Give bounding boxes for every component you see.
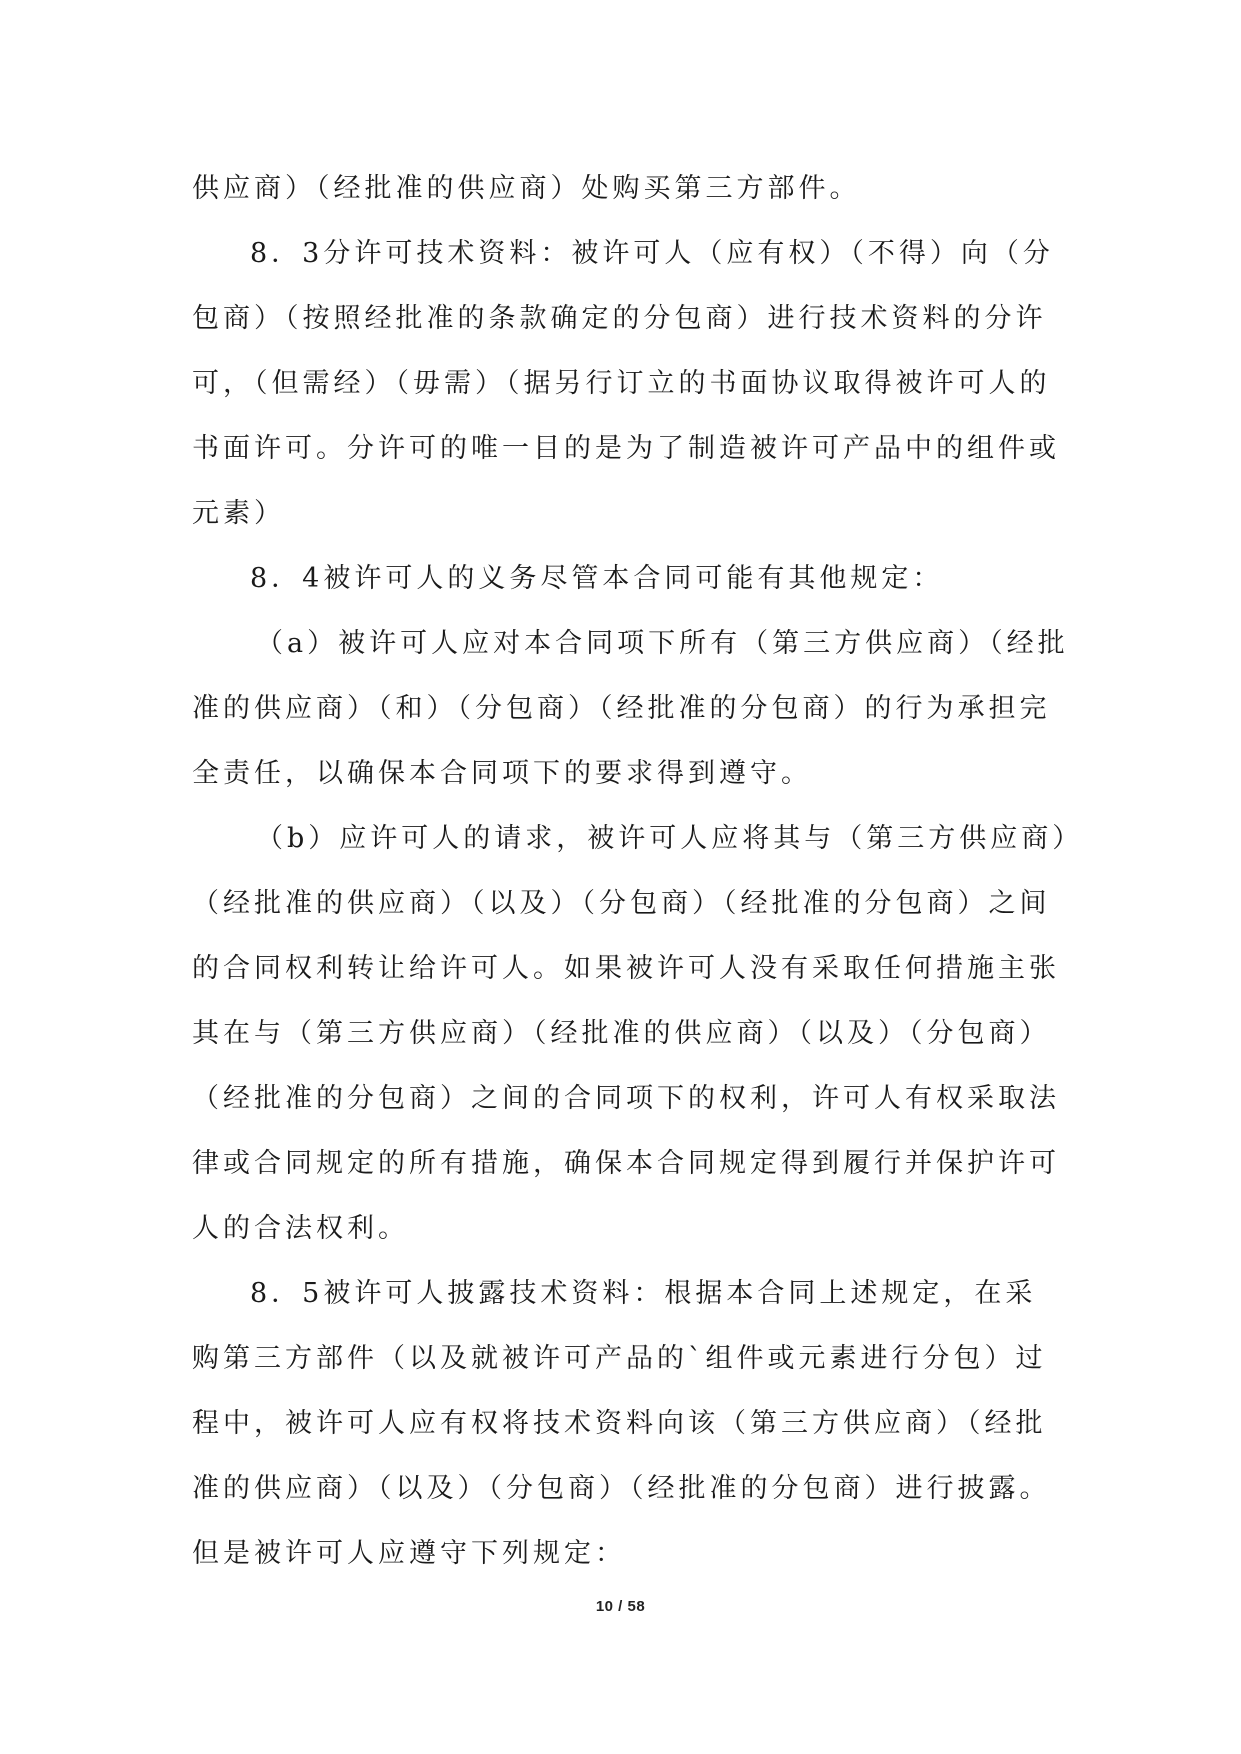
paragraph-line: 8．5被许可人披露技术资料：根据本合同上述规定，在采 — [250, 1278, 1037, 1309]
paragraph-line: 书面许可。分许可的唯一目的是为了制造被许可产品中的组件或 — [192, 433, 1060, 464]
paragraph-line: 购第三方部件（以及就被许可产品的`组件或元素进行分包）过 — [192, 1343, 1047, 1374]
paragraph-line: 律或合同规定的所有措施，确保本合同规定得到履行并保护许可 — [192, 1148, 1060, 1179]
paragraph-line: （a）被许可人应对本合同项下所有（第三方供应商）（经批 — [256, 628, 1069, 659]
paragraph-line: 但是被许可人应遵守下列规定： — [192, 1538, 626, 1569]
document-body — [192, 156, 1084, 1586]
paragraph-line: 人的合法权利。 — [192, 1213, 409, 1244]
paragraph-line: （经批准的分包商）之间的合同项下的权利，许可人有权采取法 — [192, 1083, 1060, 1114]
paragraph-line: 其在与（第三方供应商）（经批准的供应商）（以及）（分包商） — [192, 1018, 1051, 1049]
paragraph-line: 可，（但需经）（毋需）（据另行订立的书面协议取得被许可人的 — [192, 368, 1051, 399]
paragraph-line: 准的供应商）（和）（分包商）（经批准的分包商）的行为承担完 — [192, 693, 1051, 724]
paragraph-line: （b）应许可人的请求，被许可人应将其与（第三方供应商） — [256, 823, 1084, 854]
paragraph-line: 包商）（按照经批准的条款确定的分包商）进行技术资料的分许 — [192, 303, 1047, 334]
paragraph-line: 8．3分许可技术资料：被许可人（应有权）（不得）向（分 — [250, 238, 1054, 269]
paragraph-line: 8．4被许可人的义务尽管本合同可能有其他规定： — [250, 563, 944, 594]
page-number: 10 / 58 — [595, 1598, 646, 1615]
paragraph-line: 元素） — [192, 498, 285, 529]
paragraph-line: 准的供应商）（以及）（分包商）（经批准的分包商）进行披露。 — [192, 1473, 1051, 1504]
paragraph-line: 供应商）（经批准的供应商）处购买第三方部件。 — [192, 173, 861, 204]
paragraph-line: （经批准的供应商）（以及）（分包商）（经批准的分包商）之间 — [192, 888, 1051, 919]
paragraph-line: 全责任，以确保本合同项下的要求得到遵守。 — [192, 758, 812, 789]
paragraph-line: 程中，被许可人应有权将技术资料向该（第三方供应商）（经批 — [192, 1408, 1047, 1439]
paragraph-line: 的合同权利转让给许可人。如果被许可人没有采取任何措施主张 — [192, 953, 1060, 984]
